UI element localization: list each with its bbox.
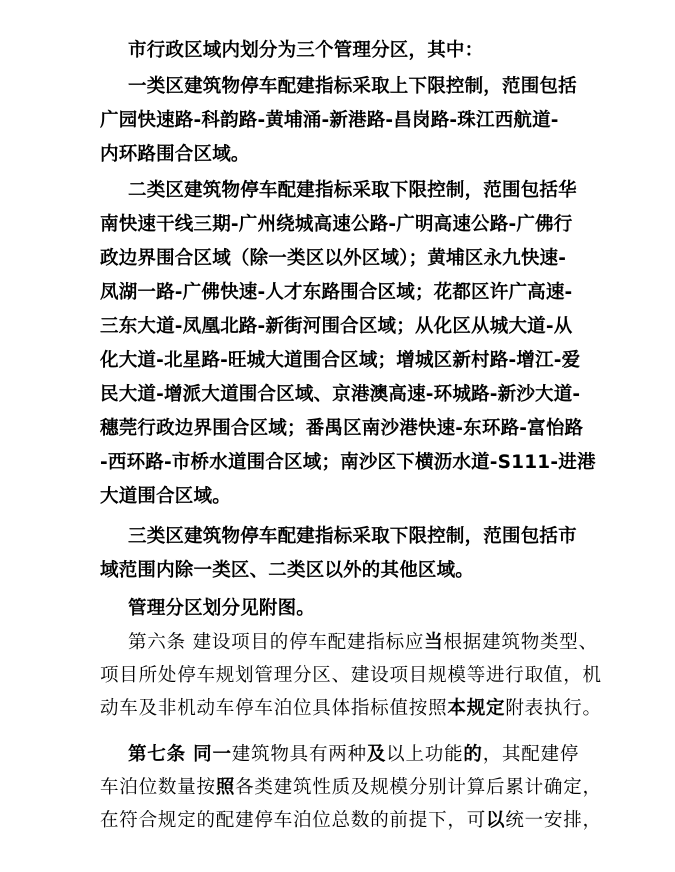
text-run-bold: 及 bbox=[366, 744, 387, 765]
text-run-bold: 以 bbox=[486, 810, 506, 831]
text-line: 一类区建筑物停车配建指标采取上下限控制，范围包括 bbox=[128, 76, 577, 97]
paragraph-zone-three bbox=[100, 520, 610, 588]
text-line: 政边界围合区域（除一类区以外区域）；黄埔区永九快速- bbox=[100, 248, 567, 269]
text-run-bold: 第七条 同一 bbox=[128, 744, 232, 765]
text-line: -西环路-市桥水道围合区域；南沙区下横沥水道-S111-进港 bbox=[100, 452, 596, 473]
text-line: 广园快速路-科韵路-黄埔涌-新港路-昌岗路-珠江西航道- bbox=[100, 110, 559, 131]
text-run-bold: 当 bbox=[424, 632, 444, 653]
text-run: 建筑物具有两种 bbox=[231, 744, 367, 765]
text-line: 三东大道-凤凰北路-新街河围合区域；从化区从城大道-从 bbox=[100, 316, 573, 337]
text-run-bold: 照 bbox=[215, 777, 236, 798]
text-run: ，其配建停 bbox=[482, 744, 580, 765]
text-line: 南快速干线三期-广州绕城高速公路-广明高速公路-广佛行 bbox=[100, 214, 573, 235]
text-run-bold: 的 bbox=[463, 744, 483, 765]
text-run: 附表执行。 bbox=[505, 698, 602, 719]
text-line: 大道围合区域。 bbox=[100, 486, 231, 507]
text-line: 民大道-增派大道围合区域、京港澳高速-环城路-新沙大道- bbox=[100, 384, 581, 405]
text-line: 三类区建筑物停车配建指标采取下限控制，范围包括市 bbox=[128, 526, 577, 547]
text-run: 根据建筑物类型、 bbox=[443, 632, 598, 653]
text-run: 统一安排， bbox=[505, 810, 602, 831]
text-run-bold: 本规定 bbox=[447, 698, 506, 719]
text-run: 动车及非机动车停车泊位具体指标值按照 bbox=[100, 698, 448, 719]
text-line: 管理分区划分见附图。 bbox=[128, 598, 316, 619]
text-line: 市行政区域内划分为三个管理分区，其中： bbox=[128, 40, 484, 61]
text-run: 车泊位数量按 bbox=[100, 777, 216, 798]
text-line: 内环路围合区域。 bbox=[100, 144, 250, 165]
text-line: 项目所处停车规划管理分区、建设项目规模等进行取值，机 bbox=[100, 665, 602, 686]
text-line bbox=[100, 626, 610, 659]
text-run: 第六条 建设项目的停车配建指标应 bbox=[128, 632, 425, 653]
text-line bbox=[100, 692, 610, 725]
text-line bbox=[100, 771, 610, 804]
text-line bbox=[100, 738, 610, 771]
paragraph-intro bbox=[100, 34, 610, 68]
text-line: 化大道-北星路-旺城大道围合区域；增城区新村路-增江-爱 bbox=[100, 350, 581, 371]
paragraph-zone-two bbox=[100, 174, 610, 514]
text-line: 二类区建筑物停车配建指标采取下限控制，范围包括华 bbox=[128, 180, 577, 201]
paragraph-zone-one bbox=[100, 70, 610, 172]
text-run: 在符合规定的配建停车泊位总数的前提下，可 bbox=[100, 810, 487, 831]
text-line bbox=[100, 804, 610, 837]
text-run: 以上功能 bbox=[386, 744, 464, 765]
text-line: 穗莞行政边界围合区域；番禺区南沙港快速-东环路-富怡路 bbox=[100, 418, 584, 439]
paragraph-article-six bbox=[100, 626, 610, 725]
paragraph-article-seven bbox=[100, 738, 610, 837]
text-line: 凤湖一路-广佛快速-人才东路围合区域；花都区许广高速- bbox=[100, 282, 573, 303]
text-line: 域范围内除一类区、二类区以外的其他区域。 bbox=[100, 560, 475, 581]
text-run: 各类建筑性质及规模分别计算后累计确定， bbox=[235, 777, 602, 798]
paragraph-map-note bbox=[100, 592, 610, 626]
